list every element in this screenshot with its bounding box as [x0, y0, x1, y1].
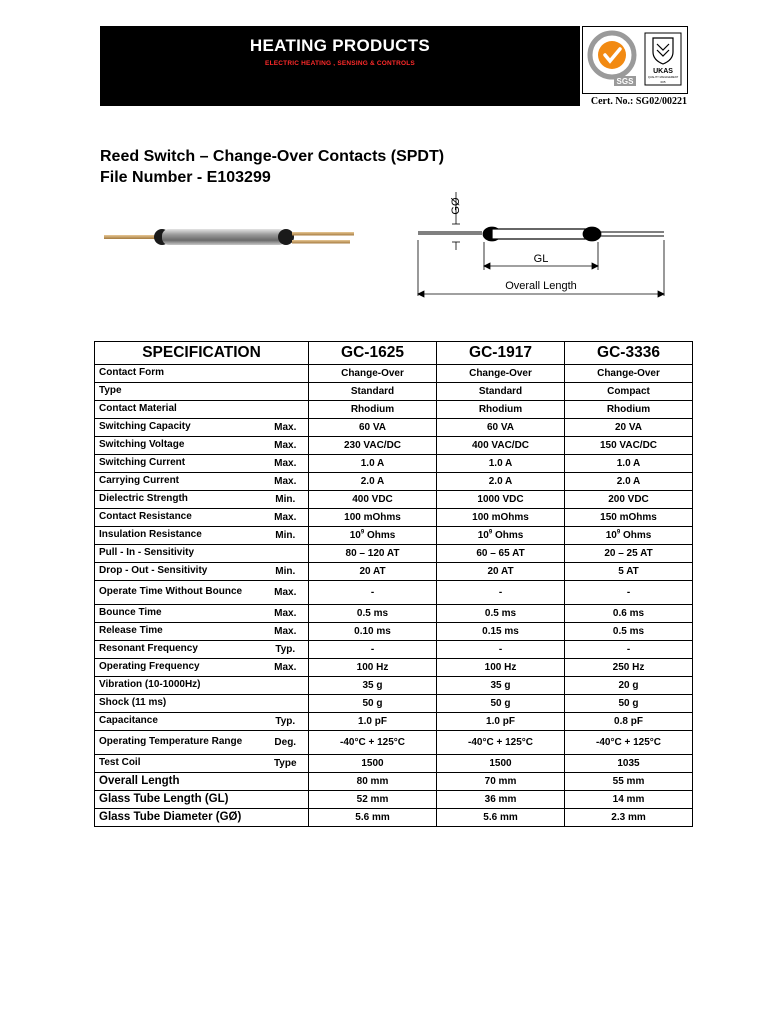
spec-parameter: Switching Voltage [95, 437, 263, 455]
spec-qualifier: Max. [263, 509, 309, 527]
spec-value: 0.5 ms [309, 605, 437, 623]
spec-value: 250 Hz [565, 659, 693, 677]
table-row [95, 473, 693, 491]
spec-qualifier [263, 365, 309, 383]
spec-parameter: Capacitance [95, 713, 263, 731]
spec-parameter: Resonant Frequency [95, 641, 263, 659]
table-row [95, 491, 693, 509]
spec-value: - [437, 581, 565, 605]
spec-value: 150 mOhms [565, 509, 693, 527]
table-row [95, 713, 693, 731]
spec-value: 100 Hz [437, 659, 565, 677]
table-row [95, 527, 693, 545]
table-row [95, 623, 693, 641]
spec-value: 50 g [309, 695, 437, 713]
spec-qualifier: Max. [263, 419, 309, 437]
spec-value: 200 VDC [565, 491, 693, 509]
spec-value: 0.10 ms [309, 623, 437, 641]
ukas-logo [643, 32, 683, 86]
spec-qualifier: Max. [263, 581, 309, 605]
spec-value: 20 – 25 AT [565, 545, 693, 563]
spec-value: 1.0 pF [309, 713, 437, 731]
spec-qualifier: Typ. [263, 713, 309, 731]
brand-tagline: ELECTRIC HEATING , SENSING & CONTROLS [265, 60, 415, 67]
spec-value: 5.6 mm [309, 809, 437, 827]
value-exponent: 9 [360, 529, 365, 536]
spec-qualifier: Max. [263, 473, 309, 491]
spec-value: 20 VA [565, 419, 693, 437]
spec-value: 1.0 pF [437, 713, 565, 731]
spec-parameter: Vibration (10-1000Hz) [95, 677, 263, 695]
table-row [95, 731, 693, 755]
spec-value: 100 mOhms [309, 509, 437, 527]
spec-parameter: Drop - Out - Sensitivity [95, 563, 263, 581]
spec-value: 5.6 mm [437, 809, 565, 827]
table-row [95, 809, 693, 827]
value-base: 10 [349, 530, 361, 541]
table-row [95, 437, 693, 455]
spec-parameter: Type [95, 383, 263, 401]
ukas-number: 005 [660, 80, 666, 84]
spec-qualifier [263, 809, 309, 827]
spec-parameter: Overall Length [95, 773, 263, 791]
spec-value: 1035 [565, 755, 693, 773]
value-unit: Ohms [492, 530, 524, 541]
spec-value: 0.8 pF [565, 713, 693, 731]
spec-qualifier [263, 773, 309, 791]
spec-parameter: Insulation Resistance [95, 527, 263, 545]
spec-parameter: Contact Resistance [95, 509, 263, 527]
spec-qualifier: Max. [263, 455, 309, 473]
value-unit: Ohms [620, 530, 652, 541]
spec-value: -40°C + 125°C [565, 731, 693, 755]
header-banner [100, 26, 580, 106]
spec-value: Change-Over [565, 365, 693, 383]
spec-value: Standard [309, 383, 437, 401]
spec-value: - [565, 581, 693, 605]
spec-value: 0.5 ms [437, 605, 565, 623]
header-model: GC-1625 [309, 342, 437, 365]
dimension-drawing [412, 186, 670, 298]
spec-qualifier: Max. [263, 659, 309, 677]
spec-value: - [565, 641, 693, 659]
spec-qualifier: Max. [263, 605, 309, 623]
spec-value: Rhodium [437, 401, 565, 419]
spec-parameter: Glass Tube Diameter (GØ) [95, 809, 263, 827]
spec-qualifier: Deg. [263, 731, 309, 755]
spec-value: 2.0 A [437, 473, 565, 491]
header-model: GC-1917 [437, 342, 565, 365]
diameter-label: GØ [450, 197, 462, 215]
table-row [95, 641, 693, 659]
spec-qualifier [263, 545, 309, 563]
spec-value: 400 VAC/DC [437, 437, 565, 455]
spec-value: 36 mm [437, 791, 565, 809]
spec-value: 35 g [309, 677, 437, 695]
spec-value: 20 g [565, 677, 693, 695]
product-title-line1: Reed Switch – Change-Over Contacts (SPDT) [100, 148, 445, 165]
spec-parameter: Release Time [95, 623, 263, 641]
spec-parameter: Bounce Time [95, 605, 263, 623]
spec-parameter: Switching Current [95, 455, 263, 473]
value-exponent: 9 [488, 529, 493, 536]
spec-qualifier: Min. [263, 563, 309, 581]
ukas-subtitle: QUALITY MANAGEMENT [647, 76, 679, 79]
spec-value: 50 g [437, 695, 565, 713]
table-row [95, 365, 693, 383]
spec-value [565, 527, 693, 545]
spec-value: 60 VA [309, 419, 437, 437]
spec-value: Change-Over [437, 365, 565, 383]
spec-value: 52 mm [309, 791, 437, 809]
table-row [95, 773, 693, 791]
spec-value: Change-Over [309, 365, 437, 383]
gl-label: GL [533, 253, 549, 265]
specification-rows [95, 365, 693, 827]
spec-qualifier: Min. [263, 491, 309, 509]
specification-table [94, 341, 693, 827]
spec-parameter: Pull - In - Sensitivity [95, 545, 263, 563]
table-row [95, 383, 693, 401]
spec-parameter: Dielectric Strength [95, 491, 263, 509]
reed-switch-photo [104, 220, 360, 256]
spec-qualifier: Type [263, 755, 309, 773]
overall-length-label: Overall Length [505, 280, 577, 292]
header-specification: SPECIFICATION [95, 342, 309, 365]
spec-value: 1000 VDC [437, 491, 565, 509]
spec-parameter: Contact Material [95, 401, 263, 419]
spec-qualifier [263, 383, 309, 401]
spec-value: 20 AT [437, 563, 565, 581]
table-row [95, 509, 693, 527]
spec-value: -40°C + 125°C [309, 731, 437, 755]
spec-value [437, 527, 565, 545]
table-row [95, 419, 693, 437]
spec-value: -40°C + 125°C [437, 731, 565, 755]
spec-value: 1500 [309, 755, 437, 773]
table-row [95, 563, 693, 581]
spec-value: Compact [565, 383, 693, 401]
spec-value: 60 VA [437, 419, 565, 437]
spec-parameter: Operating Temperature Range [95, 731, 263, 755]
certificate-number: Cert. No.: SG02/00221 [590, 96, 687, 107]
spec-qualifier: Typ. [263, 641, 309, 659]
spec-parameter: Switching Capacity [95, 419, 263, 437]
spec-parameter: Operating Frequency [95, 659, 263, 677]
table-row [95, 581, 693, 605]
table-row [95, 659, 693, 677]
spec-value: 70 mm [437, 773, 565, 791]
spec-value [309, 527, 437, 545]
spec-qualifier: Min. [263, 527, 309, 545]
file-number: File Number - E103299 [100, 169, 271, 186]
certification-logos [582, 26, 688, 94]
spec-qualifier: Max. [263, 437, 309, 455]
spec-parameter: Shock (11 ms) [95, 695, 263, 713]
table-row [95, 605, 693, 623]
product-title [100, 146, 444, 188]
spec-value: Standard [437, 383, 565, 401]
spec-value: - [309, 581, 437, 605]
spec-parameter: Operate Time Without Bounce [95, 581, 263, 605]
spec-value: Rhodium [309, 401, 437, 419]
table-row [95, 755, 693, 773]
spec-parameter: Glass Tube Length (GL) [95, 791, 263, 809]
spec-value: 2.0 A [565, 473, 693, 491]
spec-value: 50 g [565, 695, 693, 713]
spec-value: - [309, 641, 437, 659]
spec-value: 1.0 A [565, 455, 693, 473]
spec-value: 2.0 A [309, 473, 437, 491]
spec-qualifier [263, 791, 309, 809]
spec-parameter: Contact Form [95, 365, 263, 383]
spec-value: 150 VAC/DC [565, 437, 693, 455]
spec-parameter: Carrying Current [95, 473, 263, 491]
spec-value: 80 mm [309, 773, 437, 791]
table-header-row [95, 342, 693, 365]
spec-value: 35 g [437, 677, 565, 695]
spec-qualifier [263, 677, 309, 695]
sgs-label: SGS [616, 77, 634, 86]
spec-value: 60 – 65 AT [437, 545, 565, 563]
value-unit: Ohms [364, 530, 396, 541]
spec-value: 1.0 A [437, 455, 565, 473]
table-row [95, 695, 693, 713]
spec-value: Rhodium [565, 401, 693, 419]
spec-value: 14 mm [565, 791, 693, 809]
spec-value: 1.0 A [309, 455, 437, 473]
spec-value: 80 – 120 AT [309, 545, 437, 563]
spec-value: 1500 [437, 755, 565, 773]
spec-value: 0.6 ms [565, 605, 693, 623]
sgs-logo [586, 30, 638, 88]
spec-value: 5 AT [565, 563, 693, 581]
table-row [95, 455, 693, 473]
ukas-label: UKAS [653, 68, 673, 75]
value-exponent: 9 [616, 529, 621, 536]
value-base: 10 [605, 530, 617, 541]
spec-value: 100 Hz [309, 659, 437, 677]
spec-value: 55 mm [565, 773, 693, 791]
spec-value: 2.3 mm [565, 809, 693, 827]
spec-qualifier [263, 695, 309, 713]
spec-value: - [437, 641, 565, 659]
table-row [95, 677, 693, 695]
spec-qualifier: Max. [263, 623, 309, 641]
spec-value: 0.5 ms [565, 623, 693, 641]
spec-value: 20 AT [309, 563, 437, 581]
table-row [95, 545, 693, 563]
header-model: GC-3336 [565, 342, 693, 365]
spec-value: 0.15 ms [437, 623, 565, 641]
table-row [95, 791, 693, 809]
spec-value: 230 VAC/DC [309, 437, 437, 455]
table-row [95, 401, 693, 419]
spec-parameter: Test Coil [95, 755, 263, 773]
value-base: 10 [477, 530, 489, 541]
spec-value: 100 mOhms [437, 509, 565, 527]
spec-value: 400 VDC [309, 491, 437, 509]
brand-title: HEATING PRODUCTS [249, 36, 431, 55]
spec-qualifier [263, 401, 309, 419]
